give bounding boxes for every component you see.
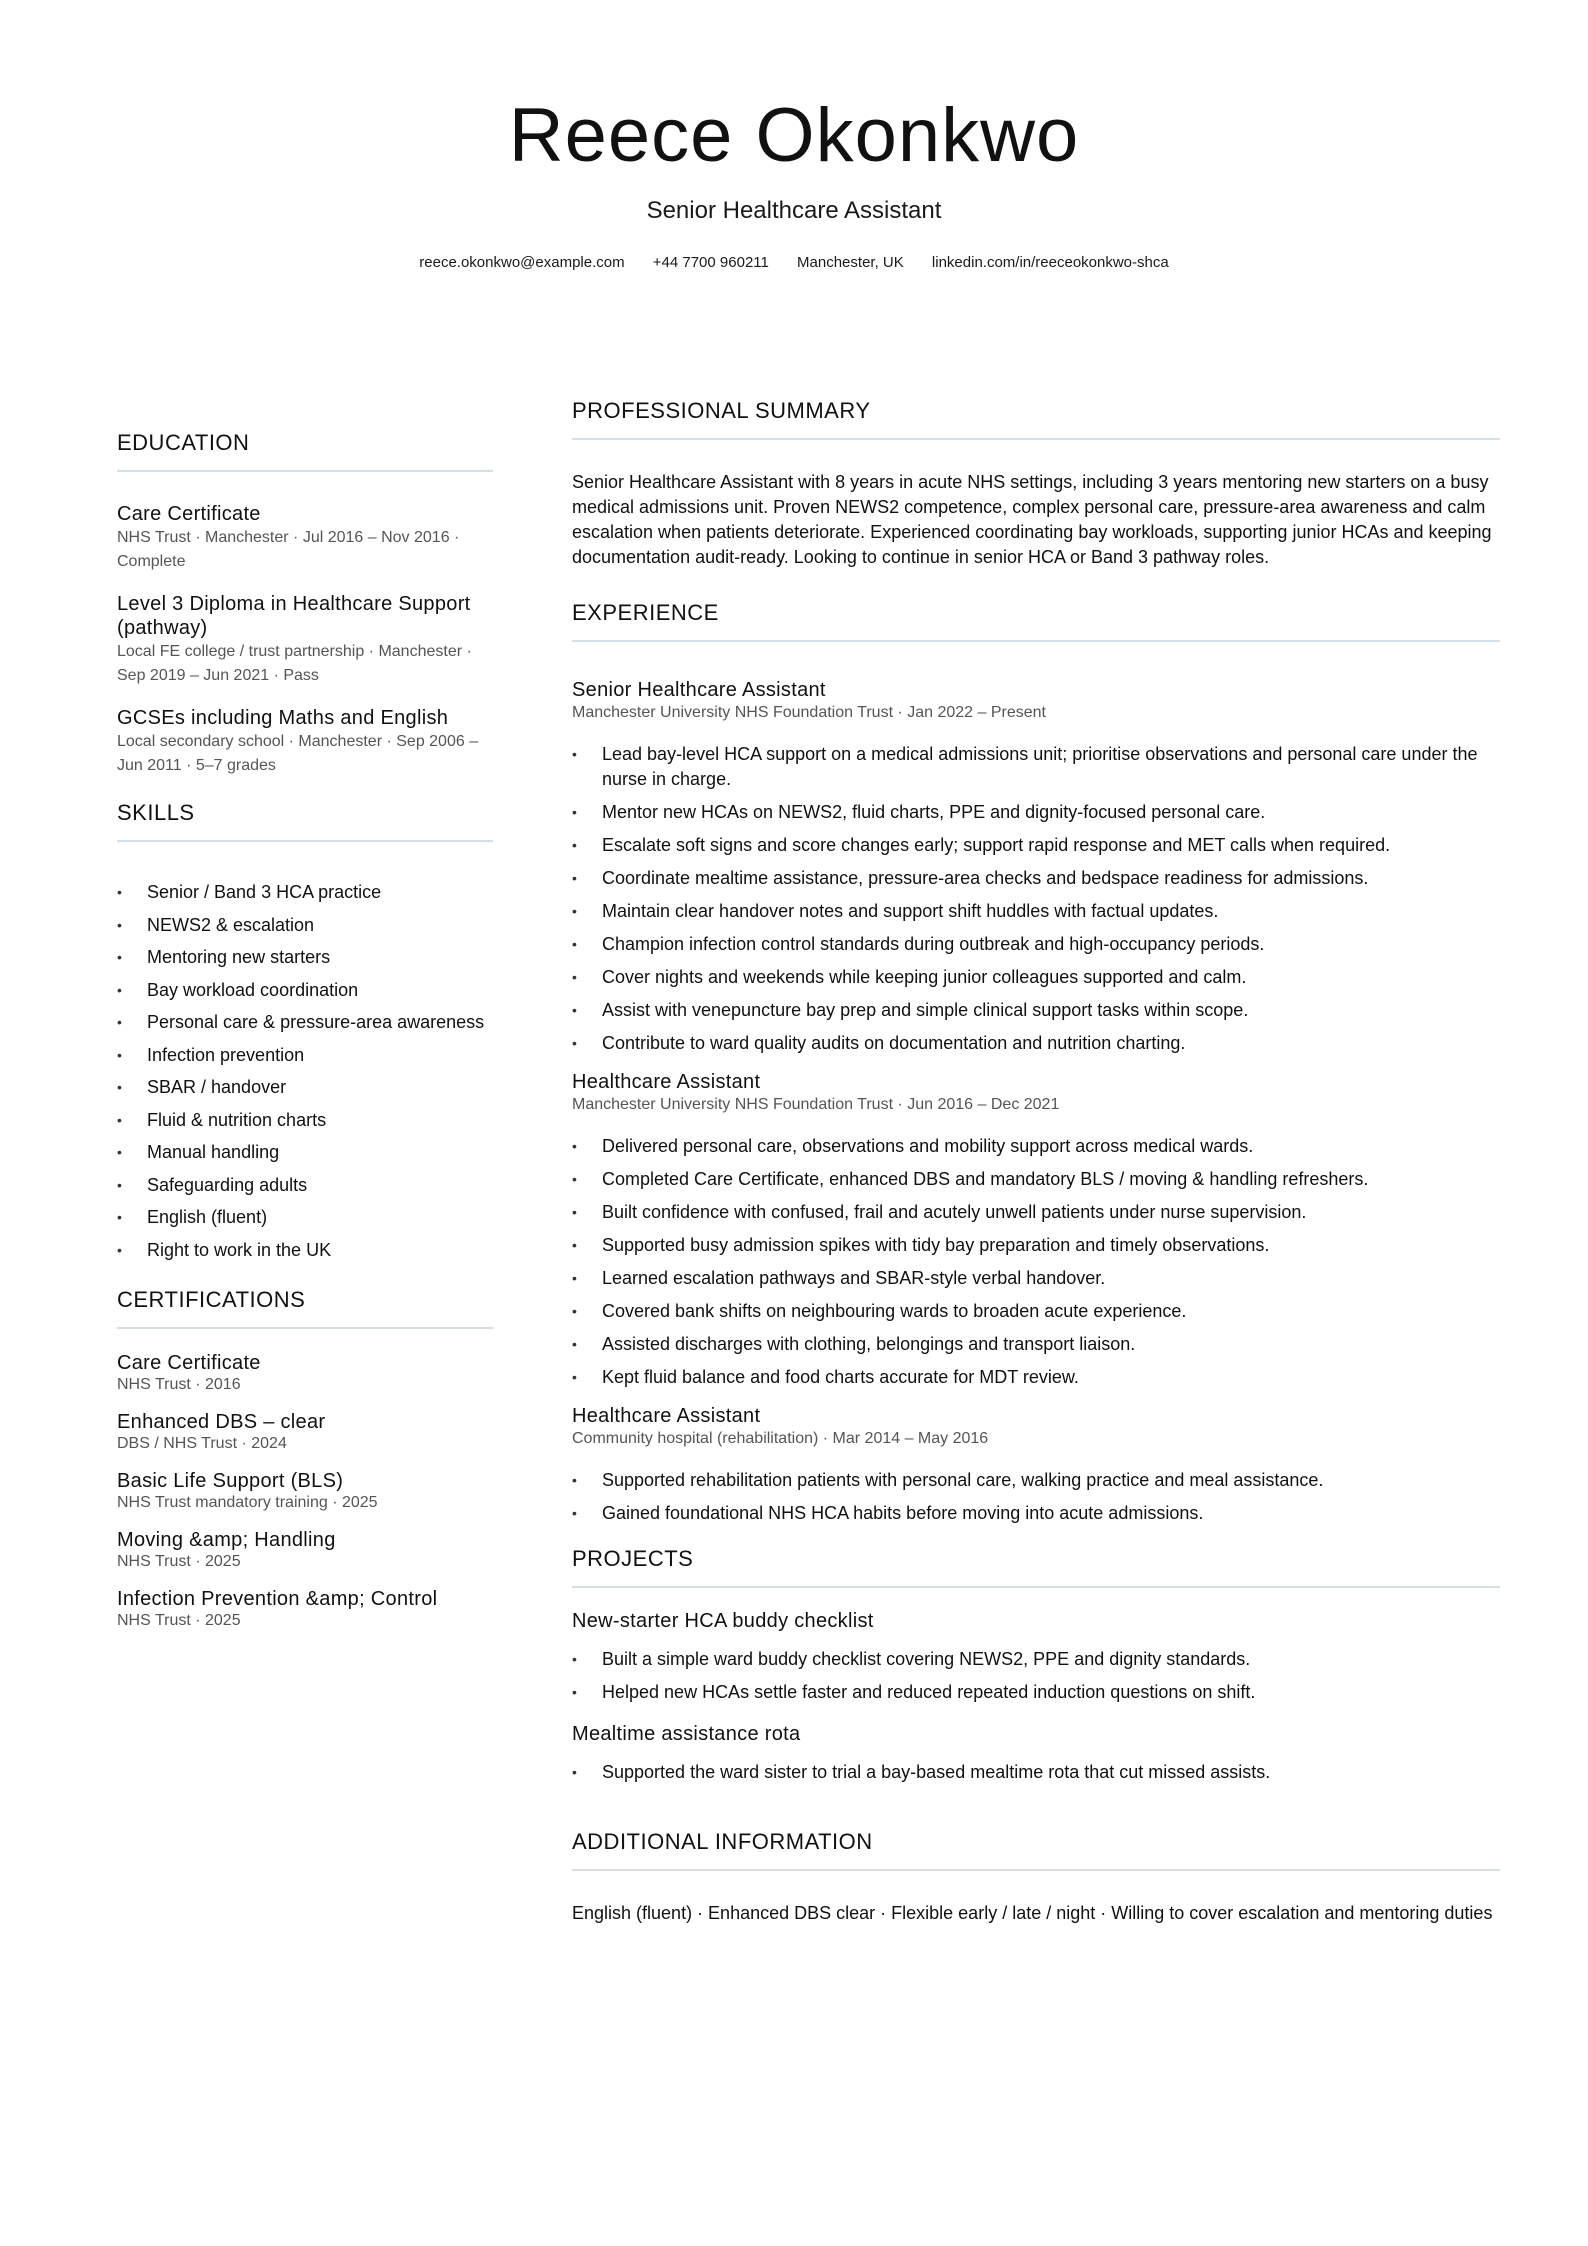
skill-item: • Mentoring new starters (117, 945, 493, 970)
education-title: Care Certificate (117, 503, 261, 525)
skill-item: • SBAR / handover (117, 1075, 493, 1100)
certification-title: Enhanced DBS – clear (117, 1410, 326, 1433)
contact-email[interactable]: reece.okonkwo@example.com (419, 254, 625, 271)
job-bullet: • Assist with venepuncture bay prep and simple clinical support tasks within scope. (572, 998, 1500, 1023)
job-bullet: • Contribute to ward quality audits on documentation and nutrition charting. (572, 1031, 1500, 1056)
certification-item (117, 1410, 493, 1454)
contact-line (0, 254, 1588, 271)
certification-title: Care Certificate (117, 1351, 261, 1374)
job-bullets (572, 742, 1500, 1056)
skill-item: • Safeguarding adults (117, 1173, 493, 1198)
summary-text: Senior Healthcare Assistant with 8 years in acute NHS settings, including 3 years mentoring new starters on a busy medical admissions unit. Proven NEWS2 competence, complex personal care, pressure-area awareness and calm escalation when patients deteriorate. Experienced coordinating bay workloads, supporting junior HCAs and keeping documentation audit-ready. Looking to continue in senior HCA or Band 3 pathway roles. (572, 472, 1492, 567)
job-bullet: • Escalate soft signs and score changes early; support rapid response and MET calls when required. (572, 833, 1500, 858)
job-bullet: • Supported rehabilitation patients with personal care, walking practice and meal assistance. (572, 1468, 1500, 1493)
job-bullet: • Maintain clear handover notes and support shift huddles with factual updates. (572, 899, 1500, 924)
certification-item (117, 1587, 493, 1631)
certifications-section (117, 1287, 493, 1631)
contact-linkedin[interactable]: linkedin.com/in/reeceokonkwo-shca (931, 254, 1169, 271)
skills-heading: SKILLS (117, 800, 493, 842)
experience-section (572, 600, 1500, 1526)
job-bullet: • Cover nights and weekends while keeping junior colleagues supported and calm. (572, 965, 1500, 990)
job-bullet: • Assisted discharges with clothing, belongings and transport liaison. (572, 1332, 1500, 1357)
certification-meta: NHS Trust · 2016 (117, 1375, 241, 1393)
experience-heading: EXPERIENCE (572, 600, 1500, 642)
skill-item: • Fluid & nutrition charts (117, 1108, 493, 1133)
project-bullets (572, 1760, 1500, 1785)
left-column (117, 430, 493, 1646)
candidate-name: Reece Okonkwo (508, 93, 1080, 178)
contact-location: Manchester, UK (797, 254, 904, 271)
right-column (572, 398, 1500, 1926)
job-bullet: • Mentor new HCAs on NEWS2, fluid charts, PPE and dignity-focused personal care. (572, 800, 1500, 825)
project-entry (572, 1610, 1500, 1705)
job-title: Senior Healthcare Assistant (572, 679, 826, 701)
certification-meta: NHS Trust · 2025 (117, 1611, 241, 1629)
certification-title: Moving &amp; Handling (117, 1528, 336, 1551)
job-bullets (572, 1468, 1500, 1526)
certification-title: Infection Prevention &amp; Control (117, 1587, 438, 1610)
project-title: Mealtime assistance rota (572, 1723, 801, 1745)
job-entry (572, 678, 1500, 1056)
job-bullet: • Learned escalation pathways and SBAR-style verbal handover. (572, 1266, 1500, 1291)
certification-meta: DBS / NHS Trust · 2024 (117, 1434, 287, 1452)
education-title: Level 3 Diploma in Healthcare Support (pathway) (117, 593, 471, 639)
project-entry (572, 1723, 1500, 1785)
candidate-role: Senior Healthcare Assistant (646, 197, 942, 224)
job-bullet: • Gained foundational NHS HCA habits before moving into acute admissions. (572, 1501, 1500, 1526)
education-title: GCSEs including Maths and English (117, 707, 449, 729)
job-bullet: • Delivered personal care, observations and mobility support across medical wards. (572, 1134, 1500, 1159)
skill-item: • Manual handling (117, 1140, 493, 1165)
education-item (117, 706, 493, 778)
additional-heading: ADDITIONAL INFORMATION (572, 1829, 1500, 1871)
job-title: Healthcare Assistant (572, 1405, 761, 1427)
job-bullet: • Champion infection control standards during outbreak and high-occupancy periods. (572, 932, 1500, 957)
skill-item: • Bay workload coordination (117, 978, 493, 1003)
project-bullet: • Helped new HCAs settle faster and reduced repeated induction questions on shift. (572, 1680, 1500, 1705)
education-item (117, 502, 493, 574)
education-meta: Local FE college / trust partnership · Manchester · Sep 2019 – Jun 2021 · Pass (117, 643, 472, 684)
job-title: Healthcare Assistant (572, 1071, 761, 1093)
job-bullet: • Covered bank shifts on neighbouring wards to broaden acute experience. (572, 1299, 1500, 1324)
skill-item: • Right to work in the UK (117, 1238, 493, 1263)
projects-section (572, 1546, 1500, 1785)
education-meta: Local secondary school · Manchester · Sep 2006 – Jun 2011 · 5–7 grades (117, 733, 479, 774)
additional-section (572, 1829, 1500, 1926)
education-item (117, 592, 493, 688)
certification-meta: NHS Trust mandatory training · 2025 (117, 1493, 378, 1511)
skill-item: • English (fluent) (117, 1205, 493, 1230)
contact-phone[interactable]: +44 7700 960211 (652, 254, 769, 271)
job-bullet: • Built confidence with confused, frail and acutely unwell patients under nurse supervision. (572, 1200, 1500, 1225)
education-meta: NHS Trust · Manchester · Jul 2016 – Nov 2016 · Complete (117, 529, 460, 570)
certification-item (117, 1351, 493, 1395)
job-meta: Community hospital (rehabilitation) · Mar 2014 – May 2016 (572, 1430, 989, 1447)
job-bullet: • Coordinate mealtime assistance, pressure-area checks and bedspace readiness for admissions. (572, 866, 1500, 891)
project-bullet: • Built a simple ward buddy checklist covering NEWS2, PPE and dignity standards. (572, 1647, 1500, 1672)
project-title: New-starter HCA buddy checklist (572, 1610, 874, 1632)
certifications-heading: CERTIFICATIONS (117, 1287, 493, 1329)
project-bullets (572, 1647, 1500, 1705)
certification-meta: NHS Trust · 2025 (117, 1552, 241, 1570)
summary-section (572, 398, 1500, 570)
additional-text: English (fluent) · Enhanced DBS clear · Flexible early / late / night · Willing to cover escalation and mentoring duties (572, 1903, 1493, 1923)
job-entry (572, 1070, 1500, 1390)
education-heading: EDUCATION (117, 430, 493, 472)
education-section (117, 430, 493, 778)
job-bullet: • Completed Care Certificate, enhanced DBS and mandatory BLS / moving & handling refreshers. (572, 1167, 1500, 1192)
skill-item: • Infection prevention (117, 1043, 493, 1068)
job-meta: Manchester University NHS Foundation Trust · Jun 2016 – Dec 2021 (572, 1096, 1060, 1113)
job-bullet: • Lead bay-level HCA support on a medical admissions unit; prioritise observations and personal care under the nurse in charge. (572, 742, 1500, 792)
skill-item: • Personal care & pressure-area awareness (117, 1010, 493, 1035)
skills-section (117, 800, 493, 1263)
skill-item: • NEWS2 & escalation (117, 913, 493, 938)
certification-item (117, 1469, 493, 1513)
projects-heading: PROJECTS (572, 1546, 1500, 1588)
job-bullets (572, 1134, 1500, 1390)
project-bullet: • Supported the ward sister to trial a bay-based mealtime rota that cut missed assists. (572, 1760, 1500, 1785)
certification-item (117, 1528, 493, 1572)
job-bullet: • Supported busy admission spikes with tidy bay preparation and timely observations. (572, 1233, 1500, 1258)
job-bullet: • Kept fluid balance and food charts accurate for MDT review. (572, 1365, 1500, 1390)
job-entry (572, 1404, 1500, 1526)
certification-title: Basic Life Support (BLS) (117, 1469, 344, 1492)
summary-heading: PROFESSIONAL SUMMARY (572, 398, 1500, 440)
skills-list (117, 880, 493, 1263)
skill-item: • Senior / Band 3 HCA practice (117, 880, 493, 905)
job-meta: Manchester University NHS Foundation Trust · Jan 2022 – Present (572, 704, 1046, 721)
